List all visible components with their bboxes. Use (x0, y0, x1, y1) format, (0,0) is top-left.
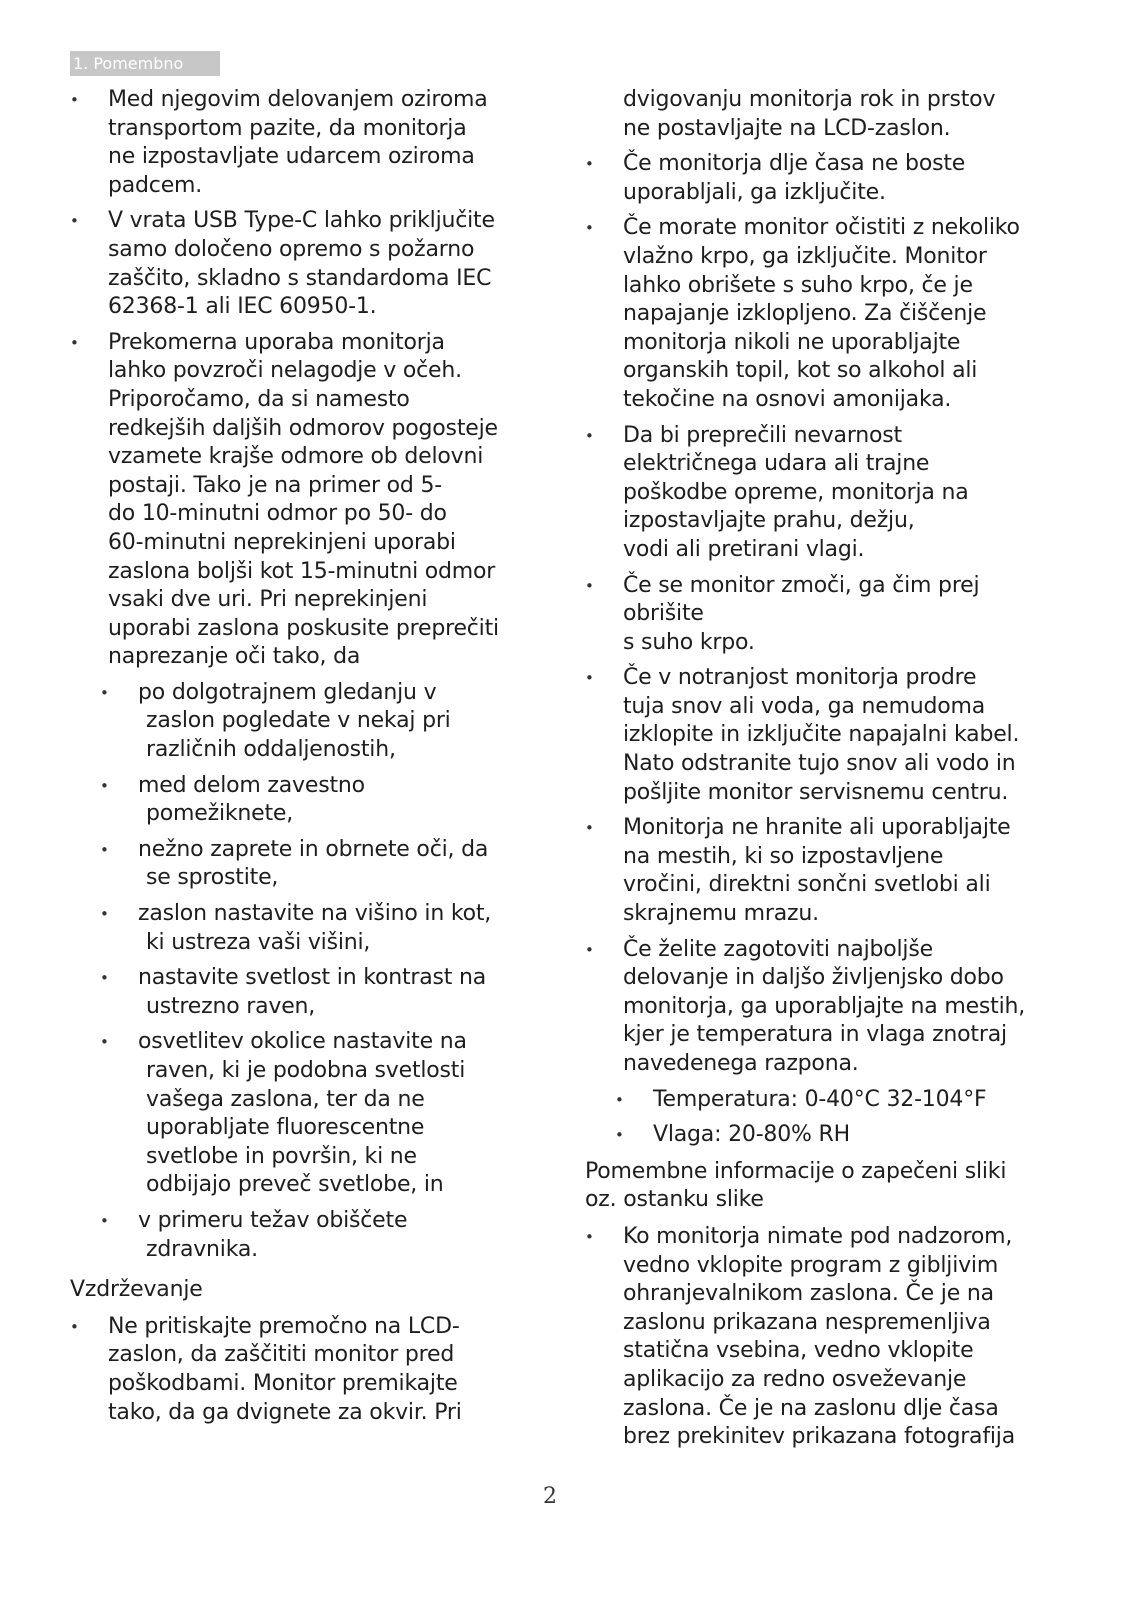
text-line: ustrezno raven, (146, 993, 316, 1019)
text-line: • Če monitorja dlje časa ne boste (623, 151, 966, 177)
text-line: vedno vklopite program z gibljivim (623, 1252, 999, 1278)
text-line: uporabi zaslona poskusite preprečiti (108, 615, 499, 641)
sub-bullet-humidity (615, 1121, 1055, 1150)
burn-in-bullet-list (585, 1223, 1055, 1452)
text-line: s suho krpo. (623, 629, 755, 655)
text-line: obrišite (623, 601, 704, 627)
text-line: • Če v notranjost monitorja prodre (623, 665, 977, 691)
text-line: poškodbami. Monitor premikajte (108, 1370, 458, 1396)
text-line: naprezanje oči tako, da (108, 644, 361, 670)
page-number: 2 (543, 1484, 557, 1509)
text-line: 60-minutni neprekinjeni uporabi (108, 529, 456, 555)
text-line: vašega zaslona, ter da ne (146, 1086, 425, 1112)
text-line: • Če želite zagotoviti najboljše (623, 936, 933, 962)
text-line: delovanje in daljšo življenjsko dobo (623, 965, 1004, 991)
text-line: lahko obrišete s suho krpo, če je (623, 272, 973, 298)
text-line: zaščito, skladno s standardoma IEC (108, 265, 492, 291)
text-line: • nastavite svetlost in kontrast na (138, 965, 487, 991)
text-line: zaslon pogledate v nekaj pri (146, 708, 451, 734)
right-bullet-list (585, 150, 1055, 1078)
sub-bullet-temperature (615, 1086, 1055, 1115)
text-line: • v primeru težav obiščete (138, 1207, 408, 1233)
text-line: napajanje izklopljeno. Za čiščenje (623, 301, 987, 327)
text-line: • Ko monitorja nimate pod nadzorom, (623, 1223, 1013, 1249)
text-line: • Monitorja ne hranite ali uporabljajte (623, 815, 1011, 841)
text-line: monitorja nikoli ne uporabljajte (623, 329, 961, 355)
left-bullet-list (70, 86, 530, 672)
text-line: pomežiknete, (146, 801, 294, 827)
text-line: dvigovanju monitorja rok in prstov (623, 87, 996, 112)
sub-bullet-brightness (100, 964, 530, 1021)
text-line: • med delom zavestno (138, 772, 365, 798)
text-line: brez prekinitev prikazana fotografija (623, 1424, 1015, 1450)
text-line: zaslona boljši kot 15-minutni odmor (108, 558, 496, 584)
text-line: transportom pazite, da monitorja (108, 115, 467, 141)
bullet-screen-saver (585, 1223, 1055, 1452)
text-line: izklopite in izključite napajalni kabel. (623, 722, 1020, 748)
text-line: tekočine na osnovi amonijaka. (623, 386, 952, 412)
text-line: vodi ali pretirani vlagi. (623, 536, 865, 562)
text-line: tako, da ga dvignete za okvir. Pri (108, 1399, 462, 1425)
right-column (585, 86, 1055, 1459)
text-line: električnega udara ali trajne (623, 451, 930, 477)
text-line: • Če morate monitor očistiti z nekoliko (623, 215, 1020, 241)
text-line: odbijajo preveč svetlobe, in (146, 1172, 444, 1198)
sub-bullet-doctor (100, 1207, 530, 1264)
text-line: uporabljate fluorescentne (146, 1115, 425, 1141)
text-line: ki ustreza vaši višini, (146, 929, 371, 955)
text-line: samo določeno opremo s požarno (108, 236, 475, 262)
continuation-text (585, 86, 1055, 143)
text-line: uporabljali, ga izključite. (623, 179, 886, 205)
text-line: lahko povzroči nelagodje v očeh. (108, 358, 462, 384)
text-line: vzamete krajše odmore ob delovni (108, 444, 484, 470)
text-line: • Ne pritiskajte premočno na LCD- (108, 1313, 460, 1339)
text-line: do 10-minutni odmor po 50- do (108, 501, 447, 527)
text-line: poškodbe opreme, monitorja na (623, 479, 969, 505)
text-line: zaslon, da zaščititi monitor pred (108, 1342, 455, 1368)
text-line: monitorja, ga uporabljajte na mestih, (623, 993, 1026, 1019)
bullet-operating-range (585, 936, 1055, 1079)
text-line: ohranjevalnikom zaslona. Če je na (623, 1281, 994, 1307)
text-line: • zaslon nastavite na višino in kot, (138, 901, 492, 927)
left-column (70, 86, 530, 1434)
bullet-cleaning (585, 214, 1055, 414)
text-line: navedenega razpona. (623, 1051, 859, 1076)
text-line: • Vlaga: 20-80% RH (653, 1122, 850, 1148)
sub-bullet-ambient-light (100, 1028, 530, 1200)
bullet-unplug-unused (585, 150, 1055, 207)
text-line: • Da bi preprečili nevarnost (623, 422, 902, 448)
text-line: ne postavljajte na LCD-zaslon. (623, 115, 951, 141)
text-line: Priporočamo, da si namesto (108, 386, 410, 412)
text-line: redkejših daljših odmorov pogosteje (108, 415, 498, 441)
text-line: raven, ki je podobna svetlosti (146, 1058, 466, 1083)
text-line: zaslonu prikazana nespremenljiva (623, 1309, 991, 1335)
text-line: statična vsebina, vedno vklopite (623, 1338, 974, 1364)
text-line: vročini, direktni sončni svetlobi ali (623, 872, 991, 898)
text-line: vlažno krpo, ga izključite. Monitor (623, 243, 987, 269)
text-line: • V vrata USB Type-C lahko priključite (108, 208, 495, 234)
text-line: oz. ostanku slike (585, 1187, 764, 1213)
text-line: • Temperatura: 0-40°C 32-104°F (653, 1086, 987, 1112)
text-line: vsaki dve uri. Pri neprekinjeni (108, 587, 428, 613)
text-line: • Prekomerna uporaba monitorja (108, 329, 445, 355)
bullet-foreign-substance (585, 664, 1055, 807)
text-line: tuja snov ali voda, ga nemudoma (623, 693, 986, 719)
bullet-lcd-pressure (70, 1313, 530, 1427)
text-line: različnih oddaljenostih, (146, 737, 396, 763)
burn-in-heading (585, 1158, 1055, 1215)
text-line: aplikacijo za redno osveževanje (623, 1366, 967, 1392)
sub-bullet-blink (100, 772, 530, 829)
text-line: • Če se monitor zmoči, ga čim prej (623, 572, 980, 598)
text-line: kjer je temperatura in vlaga znotraj (623, 1022, 1007, 1048)
sub-bullet-look-away (100, 679, 530, 765)
text-line: • Med njegovim delovanjem oziroma (108, 87, 488, 112)
text-line: izpostavljajte prahu, dežju, (623, 508, 915, 534)
maintenance-heading: Vzdrževanje (70, 1277, 203, 1303)
bullet-storage-location (585, 814, 1055, 928)
text-line: Pomembne informacije o zapečeni sliki (585, 1158, 1007, 1184)
text-line: Nato odstranite tujo snov ali vodo in (623, 751, 1016, 777)
bullet-electric-shock (585, 422, 1055, 565)
section-label: 1. Pomembno (70, 51, 220, 76)
text-line: organskih topil, kot so alkohol ali (623, 358, 978, 384)
text-line: 62368-1 ali IEC 60950-1. (108, 294, 377, 320)
sub-bullet-close-eyes (100, 836, 530, 893)
text-line: • nežno zaprete in obrnete oči, da (138, 836, 489, 862)
text-line: zaslona. Če je na zaslonu dlje časa (623, 1395, 999, 1421)
text-line: na mestih, ki so izpostavljene (623, 843, 944, 869)
text-line: • osvetlitev okolice nastavite na (138, 1029, 467, 1055)
text-line: pošljite monitor servisnemu centru. (623, 779, 1009, 805)
maintenance-bullet-list (70, 1313, 530, 1427)
text-line: ne izpostavljate udarcem oziroma (108, 144, 475, 170)
bullet-usb-type-c (70, 207, 530, 321)
text-line: padcem. (108, 172, 203, 198)
bullet-wet-monitor (585, 572, 1055, 658)
eye-care-sub-list (100, 679, 530, 1264)
bullet-eye-strain (70, 329, 530, 672)
operating-range-sub-list (615, 1086, 1055, 1150)
bullet-handling (70, 86, 530, 200)
text-line: zdravnika. (146, 1236, 258, 1262)
text-line: postaji. Tako je na primer od 5- (108, 472, 443, 498)
sub-bullet-height-angle (100, 900, 530, 957)
text-line: skrajnemu mrazu. (623, 901, 819, 927)
text-line: se sprostite, (146, 865, 279, 891)
text-line: svetlobe in površin, ki ne (146, 1143, 417, 1169)
text-line: • po dolgotrajnem gledanju v (138, 679, 437, 705)
